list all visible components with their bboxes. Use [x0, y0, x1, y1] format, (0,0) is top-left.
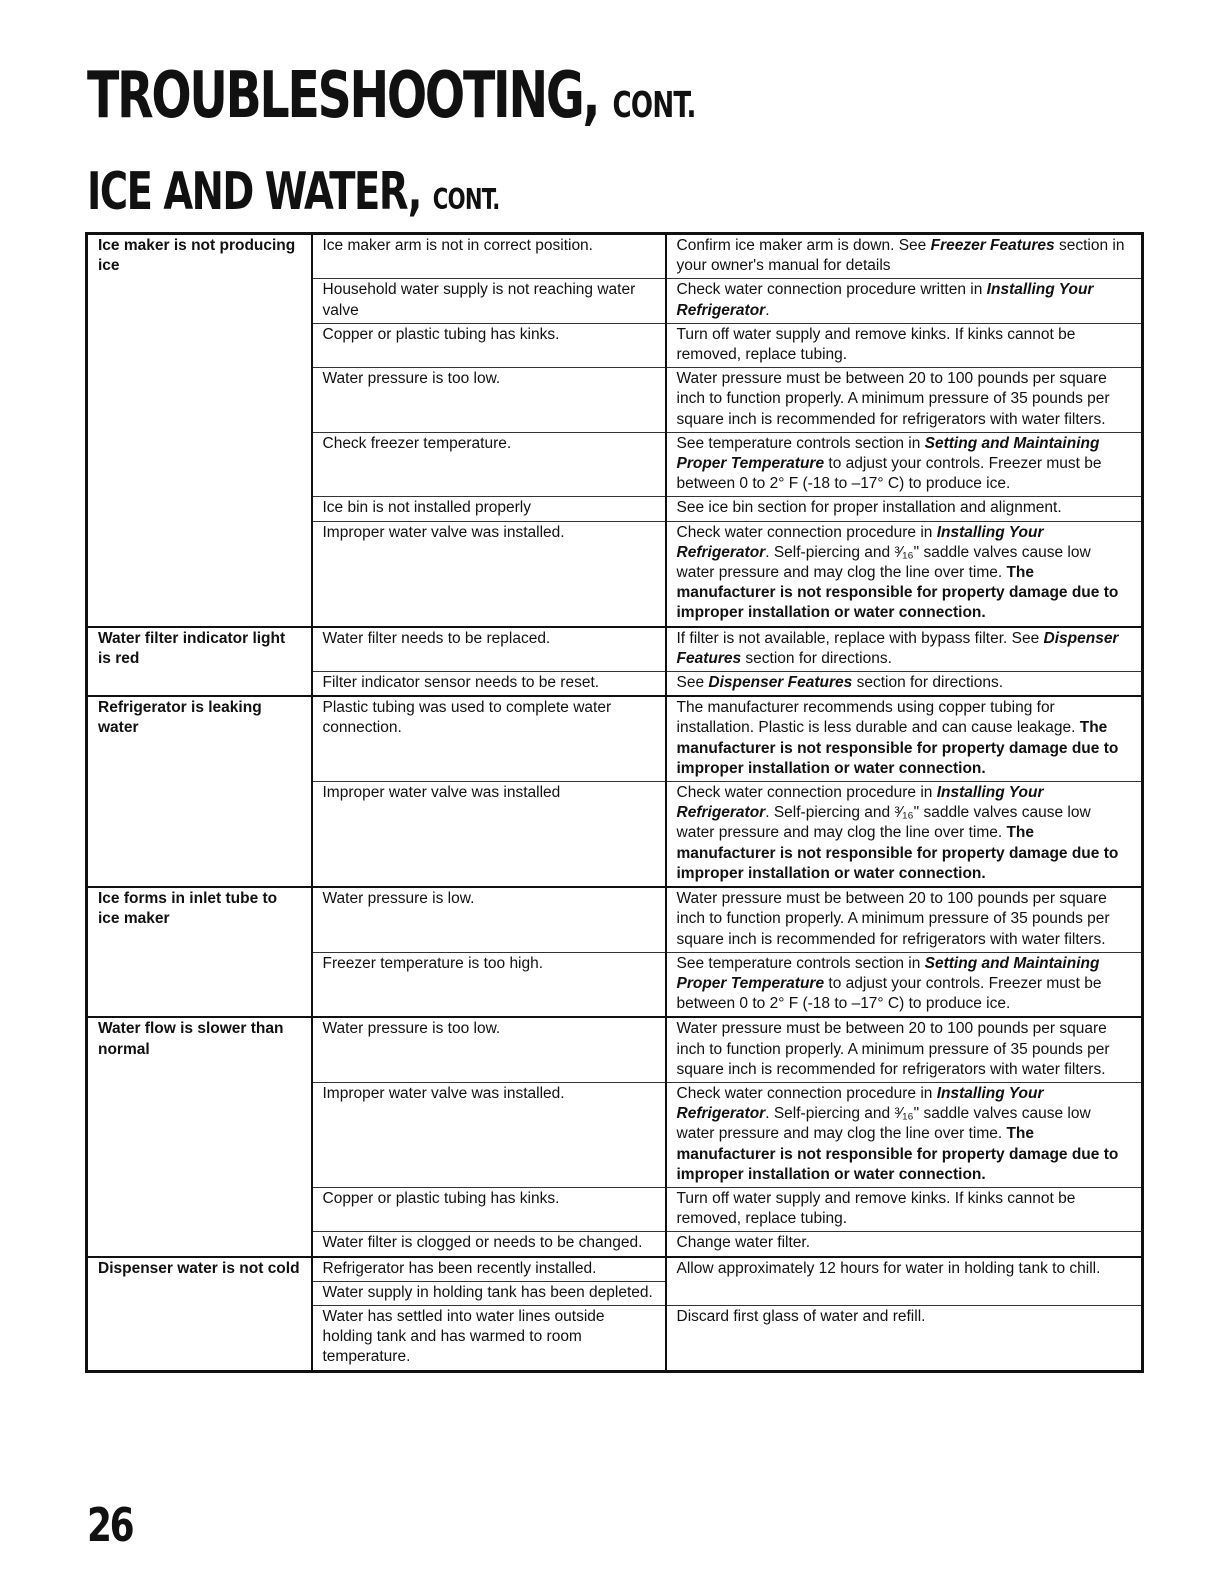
solution-text: section for directions.	[852, 674, 1004, 692]
problem-cell: Water flow is slower than normal	[87, 1017, 312, 1256]
solution-text: Dispenser Features	[676, 629, 1119, 667]
cause-cell: Copper or plastic tubing has kinks.	[312, 1187, 666, 1231]
solution-cell	[666, 1082, 1143, 1187]
cause-cell: Household water supply is not reaching water valve	[312, 279, 666, 323]
solution-text: Water pressure must be between 20 to 100 pounds per square inch to function properly. A minimum pressure of 35 pounds per square inch is recommended for refrigerators with water filters.	[676, 370, 1110, 428]
solution-cell	[666, 234, 1143, 279]
solution-cell	[666, 627, 1143, 672]
solution-cell	[666, 279, 1143, 323]
solution-text: Water pressure must be between 20 to 100 pounds per square inch to function properly. A minimum pressure of 35 pounds per square inch is recommended for refrigerators with water filters.	[676, 890, 1110, 948]
solution-text: section in your owner's manual for details	[676, 237, 1125, 275]
solution-text: Confirm ice maker arm is down. See	[676, 237, 931, 254]
cause-cell: Water pressure is too low.	[312, 368, 666, 433]
solution-cell	[666, 696, 1143, 781]
cause-cell: Copper or plastic tubing has kinks.	[312, 323, 666, 367]
solution-text: .	[765, 301, 770, 319]
solution-text: . Self-piercing and ³⁄₁₆" saddle valves cause low water pressure and may clog the line over time.	[676, 804, 1091, 842]
troubleshooting-table	[85, 232, 1144, 1373]
solution-text: . Self-piercing and ³⁄₁₆" saddle valves cause low water pressure and may clog the line over time.	[676, 543, 1091, 582]
page-number: 26	[87, 1498, 133, 1552]
solution-text: . Self-piercing and ³⁄₁₆" saddle valves cause low water pressure and may clog the line over time.	[676, 1105, 1091, 1143]
table-row	[87, 696, 1143, 781]
problem-cell: Ice forms in inlet tube to ice maker	[87, 887, 312, 1017]
solution-cell	[666, 497, 1143, 521]
solution-text: See temperature controls section in	[676, 434, 925, 452]
solution-cell	[666, 323, 1143, 367]
solution-cell	[666, 1187, 1143, 1231]
solution-text: to adjust your controls. Freezer must be between 0 to 2° F (-18 to –17° C) to produce ice.	[676, 974, 1102, 1013]
solution-text: The manufacturer recommends using copper tubing for installation. Plastic is less durable and can cause leakage.	[676, 699, 1080, 737]
solution-text: The manufacturer is not responsible for property damage due to improper installation or water connection.	[676, 824, 1119, 882]
cause-cell: Improper water valve was installed	[312, 782, 666, 888]
solution-text: Change water filter.	[676, 1234, 811, 1252]
solution-cell	[666, 1017, 1143, 1082]
solution-text: See temperature controls section in	[676, 954, 925, 972]
solution-cell	[666, 432, 1143, 497]
solution-text: Discard first glass of water and refill.	[676, 1307, 926, 1325]
table-row	[87, 1017, 1143, 1082]
solution-cell	[666, 952, 1143, 1017]
solution-text: Check water connection procedure written in	[676, 281, 987, 299]
cause-cell: Refrigerator has been recently installed.	[312, 1257, 666, 1282]
solution-text: Installing Your Refrigerator	[676, 281, 1094, 319]
cause-cell: Improper water valve was installed.	[312, 521, 666, 627]
solution-text: See ice bin section for proper installation and alignment.	[676, 499, 1062, 517]
section-title: ICE AND WATER, CONT.	[87, 162, 500, 222]
problem-cell: Dispenser water is not cold	[87, 1257, 312, 1372]
cause-cell: Water filter is clogged or needs to be changed.	[312, 1232, 666, 1257]
solution-text: Water pressure must be between 20 to 100 pounds per square inch to function properly. A minimum pressure of 35 pounds per square inch is recommended for refrigerators with water filters.	[676, 1020, 1110, 1078]
solution-text: to adjust your controls. Freezer must be between 0 to 2° F (-18 to –17° C) to produce ice.	[676, 455, 1102, 493]
solution-text: Installing Your Refrigerator	[676, 784, 1044, 822]
table-row	[87, 887, 1143, 952]
solution-text: Check water connection procedure in	[676, 784, 937, 802]
solution-text: Freezer Features	[930, 237, 1055, 254]
cause-cell: Water pressure is too low.	[312, 1017, 666, 1082]
solution-cell	[666, 782, 1143, 888]
solution-text: Installing Your Refrigerator	[676, 1084, 1044, 1123]
solution-text: Setting and Maintaining Proper Temperature	[676, 434, 1100, 473]
cause-cell: Check freezer temperature.	[312, 432, 666, 497]
solution-text: section for directions.	[741, 649, 892, 667]
cause-cell: Water filter needs to be replaced.	[312, 627, 666, 672]
solution-text: Dispenser Features	[708, 674, 853, 692]
solution-cell	[666, 521, 1143, 627]
solution-cell	[666, 368, 1143, 433]
solution-text: If filter is not available, replace with bypass filter. See	[676, 629, 1044, 647]
solution-text: See	[676, 674, 709, 692]
solution-text: Setting and Maintaining Proper Temperature	[676, 954, 1100, 992]
solution-text: Check water connection procedure in	[676, 523, 937, 541]
table-row	[87, 234, 1143, 279]
table-row	[87, 627, 1143, 672]
solution-cell	[666, 1305, 1143, 1371]
cause-cell: Water has settled into water lines outside holding tank and has warmed to room temperature.	[312, 1305, 666, 1371]
solution-cell	[666, 887, 1143, 952]
problem-cell: Refrigerator is leaking water	[87, 696, 312, 887]
cause-cell: Water pressure is low.	[312, 887, 666, 952]
cause-cell: Improper water valve was installed.	[312, 1082, 666, 1187]
cause-cell: Filter indicator sensor needs to be reset.	[312, 672, 666, 697]
solution-text: Check water connection procedure in	[676, 1084, 937, 1102]
solution-text: Turn off water supply and remove kinks. If kinks cannot be removed, replace tubing.	[676, 325, 1076, 364]
solution-cell	[666, 672, 1143, 697]
page-title: TROUBLESHOOTING, CONT.	[87, 59, 696, 133]
table-row	[87, 1257, 1143, 1282]
cause-cell: Ice bin is not installed properly	[312, 497, 666, 521]
solution-text: Installing Your Refrigerator	[676, 523, 1044, 561]
problem-cell: Ice maker is not producing ice	[87, 234, 312, 627]
cause-cell: Plastic tubing was used to complete water connection.	[312, 696, 666, 781]
solution-text: The manufacturer is not responsible for property damage due to improper installation or water connection.	[676, 564, 1119, 622]
solution-text: Allow approximately 12 hours for water in holding tank to chill.	[676, 1259, 1101, 1277]
solution-text: The manufacturer is not responsible for property damage due to improper installation or water connection.	[676, 1125, 1119, 1183]
problem-cell: Water filter indicator light is red	[87, 627, 312, 697]
solution-cell	[666, 1257, 1143, 1306]
cause-cell: Ice maker arm is not in correct position.	[312, 234, 666, 279]
solution-text: Turn off water supply and remove kinks. If kinks cannot be removed, replace tubing.	[676, 1189, 1076, 1228]
solution-text: The manufacturer is not responsible for property damage due to improper installation or water connection.	[676, 719, 1119, 777]
solution-cell	[666, 1232, 1143, 1257]
cause-cell: Water supply in holding tank has been depleted.	[312, 1281, 666, 1305]
cause-cell: Freezer temperature is too high.	[312, 952, 666, 1017]
